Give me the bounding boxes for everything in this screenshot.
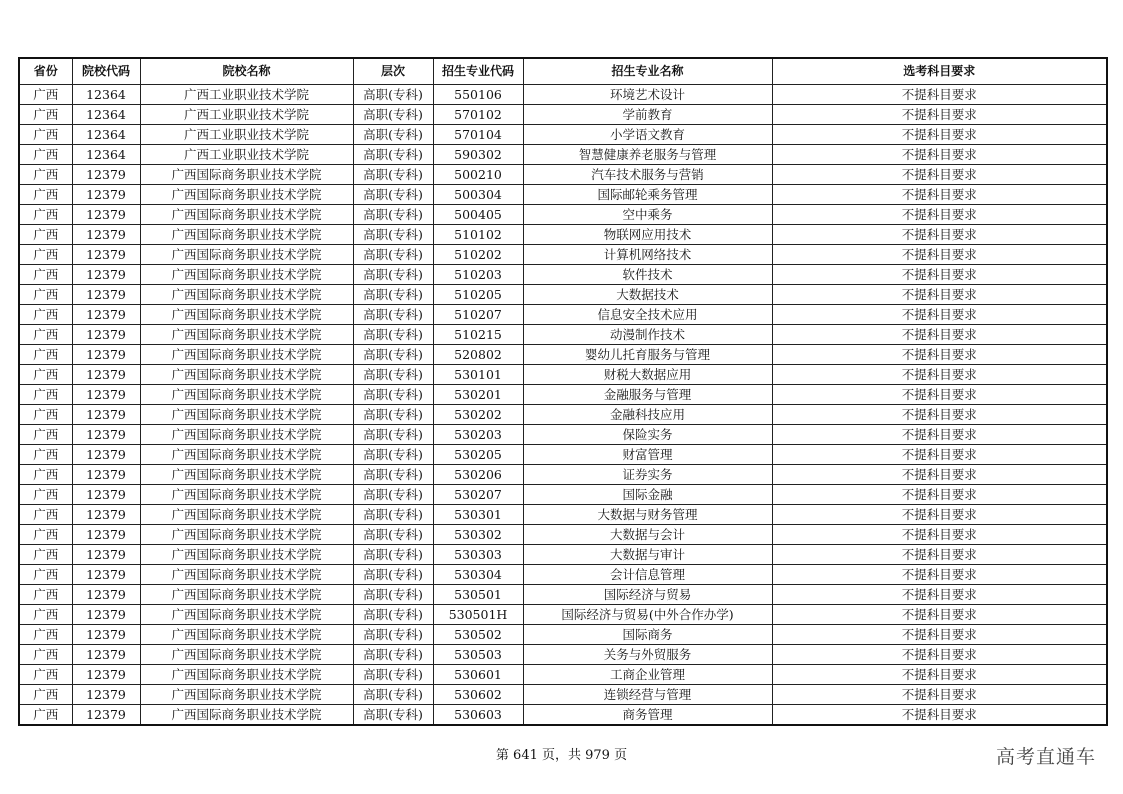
table-row: [19, 445, 1107, 465]
cell-major-name: 信息安全技术应用: [523, 305, 772, 325]
cell-province: 广西: [19, 345, 72, 365]
table-row: [19, 645, 1107, 665]
cell-province: 广西: [19, 705, 72, 726]
cell-province: 广西: [19, 445, 72, 465]
cell-school-code: 12379: [72, 465, 140, 485]
cell-school-code: 12379: [72, 205, 140, 225]
cell-major-code: 520802: [433, 345, 523, 365]
cell-level: 高职(专科): [353, 325, 433, 345]
table-row: [19, 545, 1107, 565]
cell-major-name: 国际经济与贸易(中外合作办学): [523, 605, 772, 625]
table-row: [19, 245, 1107, 265]
cell-subject-requirement: 不提科目要求: [772, 525, 1107, 545]
cell-subject-requirement: 不提科目要求: [772, 145, 1107, 165]
table-row: [19, 365, 1107, 385]
table-row: [19, 265, 1107, 285]
cell-level: 高职(专科): [353, 485, 433, 505]
cell-level: 高职(专科): [353, 665, 433, 685]
cell-level: 高职(专科): [353, 625, 433, 645]
cell-subject-requirement: 不提科目要求: [772, 485, 1107, 505]
page-number: 第 641 页，共 979 页: [495, 748, 628, 763]
cell-major-name: 计算机网络技术: [523, 245, 772, 265]
cell-major-name: 环境艺术设计: [523, 85, 772, 105]
cell-province: 广西: [19, 465, 72, 485]
cell-school-name: 广西工业职业技术学院: [140, 85, 353, 105]
cell-level: 高职(专科): [353, 645, 433, 665]
cell-school-code: 12379: [72, 325, 140, 345]
cell-province: 广西: [19, 525, 72, 545]
table-row: [19, 425, 1107, 445]
cell-major-code: 570102: [433, 105, 523, 125]
cell-subject-requirement: 不提科目要求: [772, 205, 1107, 225]
cell-school-name: 广西国际商务职业技术学院: [140, 265, 353, 285]
cell-subject-requirement: 不提科目要求: [772, 645, 1107, 665]
table-row: [19, 285, 1107, 305]
cell-subject-requirement: 不提科目要求: [772, 685, 1107, 705]
cell-level: 高职(专科): [353, 685, 433, 705]
cell-subject-requirement: 不提科目要求: [772, 225, 1107, 245]
cell-school-code: 12379: [72, 485, 140, 505]
table-row: [19, 705, 1107, 726]
cell-level: 高职(专科): [353, 705, 433, 726]
cell-level: 高职(专科): [353, 285, 433, 305]
cell-level: 高职(专科): [353, 245, 433, 265]
cell-school-code: 12379: [72, 225, 140, 245]
cell-province: 广西: [19, 625, 72, 645]
table-row: [19, 165, 1107, 185]
cell-school-code: 12379: [72, 285, 140, 305]
cell-school-code: 12379: [72, 445, 140, 465]
cell-major-name: 汽车技术服务与营销: [523, 165, 772, 185]
cell-province: 广西: [19, 205, 72, 225]
cell-school-name: 广西国际商务职业技术学院: [140, 565, 353, 585]
cell-subject-requirement: 不提科目要求: [772, 85, 1107, 105]
cell-major-name: 金融服务与管理: [523, 385, 772, 405]
table-row: [19, 625, 1107, 645]
cell-school-name: 广西国际商务职业技术学院: [140, 545, 353, 565]
table-row: [19, 105, 1107, 125]
cell-major-name: 财富管理: [523, 445, 772, 465]
cell-level: 高职(专科): [353, 165, 433, 185]
cell-subject-requirement: 不提科目要求: [772, 605, 1107, 625]
cell-school-code: 12364: [72, 105, 140, 125]
cell-school-code: 12379: [72, 365, 140, 385]
table-row: [19, 85, 1107, 105]
cell-major-code: 530207: [433, 485, 523, 505]
cell-major-name: 大数据与会计: [523, 525, 772, 545]
cell-level: 高职(专科): [353, 525, 433, 545]
cell-subject-requirement: 不提科目要求: [772, 325, 1107, 345]
cell-major-code: 530501: [433, 585, 523, 605]
cell-major-code: 530603: [433, 705, 523, 726]
cell-province: 广西: [19, 385, 72, 405]
table-row: [19, 485, 1107, 505]
cell-school-name: 广西国际商务职业技术学院: [140, 245, 353, 265]
cell-subject-requirement: 不提科目要求: [772, 165, 1107, 185]
cell-level: 高职(专科): [353, 425, 433, 445]
cell-province: 广西: [19, 585, 72, 605]
cell-province: 广西: [19, 565, 72, 585]
cell-subject-requirement: 不提科目要求: [772, 345, 1107, 365]
cell-level: 高职(专科): [353, 545, 433, 565]
table-row: [19, 525, 1107, 545]
cell-major-name: 连锁经营与管理: [523, 685, 772, 705]
cell-major-code: 510215: [433, 325, 523, 345]
cell-subject-requirement: 不提科目要求: [772, 705, 1107, 726]
cell-major-name: 物联网应用技术: [523, 225, 772, 245]
cell-level: 高职(专科): [353, 445, 433, 465]
table-row: [19, 405, 1107, 425]
cell-major-name: 证券实务: [523, 465, 772, 485]
cell-school-code: 12379: [72, 265, 140, 285]
cell-school-name: 广西国际商务职业技术学院: [140, 665, 353, 685]
cell-level: 高职(专科): [353, 265, 433, 285]
cell-province: 广西: [19, 665, 72, 685]
cell-subject-requirement: 不提科目要求: [772, 405, 1107, 425]
cell-school-name: 广西国际商务职业技术学院: [140, 225, 353, 245]
cell-province: 广西: [19, 165, 72, 185]
cell-major-code: 530202: [433, 405, 523, 425]
cell-school-name: 广西国际商务职业技术学院: [140, 645, 353, 665]
cell-level: 高职(专科): [353, 105, 433, 125]
cell-province: 广西: [19, 505, 72, 525]
cell-province: 广西: [19, 365, 72, 385]
cell-level: 高职(专科): [353, 145, 433, 165]
cell-province: 广西: [19, 605, 72, 625]
cell-major-name: 金融科技应用: [523, 405, 772, 425]
cell-school-name: 广西国际商务职业技术学院: [140, 305, 353, 325]
cell-level: 高职(专科): [353, 125, 433, 145]
cell-major-name: 商务管理: [523, 705, 772, 726]
cell-school-code: 12379: [72, 385, 140, 405]
header-province: 省份: [19, 58, 72, 85]
cell-school-name: 广西国际商务职业技术学院: [140, 505, 353, 525]
header-school-name: 院校名称: [140, 58, 353, 85]
cell-major-name: 国际邮轮乘务管理: [523, 185, 772, 205]
cell-province: 广西: [19, 325, 72, 345]
cell-major-name: 工商企业管理: [523, 665, 772, 685]
cell-level: 高职(专科): [353, 225, 433, 245]
table-row: [19, 345, 1107, 365]
header-subject-requirement: 选考科目要求: [772, 58, 1107, 85]
cell-province: 广西: [19, 85, 72, 105]
cell-level: 高职(专科): [353, 465, 433, 485]
cell-school-name: 广西国际商务职业技术学院: [140, 385, 353, 405]
cell-school-code: 12379: [72, 525, 140, 545]
cell-level: 高职(专科): [353, 505, 433, 525]
cell-province: 广西: [19, 425, 72, 445]
cell-school-code: 12379: [72, 665, 140, 685]
cell-major-code: 530602: [433, 685, 523, 705]
cell-school-code: 12379: [72, 185, 140, 205]
cell-subject-requirement: 不提科目要求: [772, 125, 1107, 145]
cell-school-code: 12379: [72, 245, 140, 265]
cell-province: 广西: [19, 285, 72, 305]
cell-province: 广西: [19, 685, 72, 705]
cell-school-code: 12379: [72, 345, 140, 365]
cell-subject-requirement: 不提科目要求: [772, 285, 1107, 305]
cell-major-code: 510205: [433, 285, 523, 305]
table-row: [19, 605, 1107, 625]
cell-school-name: 广西工业职业技术学院: [140, 105, 353, 125]
cell-school-name: 广西国际商务职业技术学院: [140, 685, 353, 705]
cell-subject-requirement: 不提科目要求: [772, 425, 1107, 445]
cell-subject-requirement: 不提科目要求: [772, 105, 1107, 125]
cell-major-name: 动漫制作技术: [523, 325, 772, 345]
cell-level: 高职(专科): [353, 385, 433, 405]
cell-subject-requirement: 不提科目要求: [772, 365, 1107, 385]
table-row: [19, 665, 1107, 685]
cell-province: 广西: [19, 225, 72, 245]
cell-major-name: 小学语文教育: [523, 125, 772, 145]
cell-subject-requirement: 不提科目要求: [772, 585, 1107, 605]
cell-level: 高职(专科): [353, 205, 433, 225]
cell-province: 广西: [19, 485, 72, 505]
cell-major-code: 500405: [433, 205, 523, 225]
cell-major-code: 510102: [433, 225, 523, 245]
table-row: [19, 465, 1107, 485]
cell-school-code: 12379: [72, 505, 140, 525]
cell-major-name: 大数据与财务管理: [523, 505, 772, 525]
table-row: [19, 565, 1107, 585]
table-row: [19, 585, 1107, 605]
cell-major-code: 530301: [433, 505, 523, 525]
cell-major-code: 530203: [433, 425, 523, 445]
cell-major-code: 530601: [433, 665, 523, 685]
cell-major-code: 530206: [433, 465, 523, 485]
table-row: [19, 225, 1107, 245]
cell-level: 高职(专科): [353, 565, 433, 585]
cell-major-name: 软件技术: [523, 265, 772, 285]
table-row: [19, 205, 1107, 225]
table-row: [19, 125, 1107, 145]
cell-level: 高职(专科): [353, 305, 433, 325]
cell-major-name: 婴幼儿托育服务与管理: [523, 345, 772, 365]
table-row: [19, 505, 1107, 525]
cell-major-code: 510202: [433, 245, 523, 265]
watermark-logo: 高考直通车: [995, 746, 1096, 768]
header-major-name: 招生专业名称: [523, 58, 772, 85]
cell-major-code: 590302: [433, 145, 523, 165]
cell-level: 高职(专科): [353, 85, 433, 105]
cell-level: 高职(专科): [353, 605, 433, 625]
cell-school-code: 12364: [72, 85, 140, 105]
header-school-code: 院校代码: [72, 58, 140, 85]
cell-school-code: 12379: [72, 625, 140, 645]
cell-school-code: 12379: [72, 565, 140, 585]
cell-province: 广西: [19, 125, 72, 145]
cell-subject-requirement: 不提科目要求: [772, 385, 1107, 405]
cell-school-code: 12379: [72, 685, 140, 705]
cell-major-code: 530503: [433, 645, 523, 665]
cell-subject-requirement: 不提科目要求: [772, 665, 1107, 685]
cell-school-code: 12379: [72, 585, 140, 605]
table-row: [19, 685, 1107, 705]
cell-major-code: 500210: [433, 165, 523, 185]
cell-school-name: 广西国际商务职业技术学院: [140, 405, 353, 425]
cell-school-code: 12379: [72, 645, 140, 665]
cell-school-name: 广西国际商务职业技术学院: [140, 345, 353, 365]
cell-major-name: 财税大数据应用: [523, 365, 772, 385]
table-row: [19, 385, 1107, 405]
cell-level: 高职(专科): [353, 405, 433, 425]
cell-school-code: 12364: [72, 125, 140, 145]
cell-school-name: 广西国际商务职业技术学院: [140, 525, 353, 545]
cell-major-name: 空中乘务: [523, 205, 772, 225]
cell-major-code: 530101: [433, 365, 523, 385]
cell-school-name: 广西国际商务职业技术学院: [140, 705, 353, 726]
cell-subject-requirement: 不提科目要求: [772, 185, 1107, 205]
table-row: [19, 325, 1107, 345]
cell-school-name: 广西国际商务职业技术学院: [140, 585, 353, 605]
cell-subject-requirement: 不提科目要求: [772, 245, 1107, 265]
cell-subject-requirement: 不提科目要求: [772, 545, 1107, 565]
cell-province: 广西: [19, 405, 72, 425]
header-level: 层次: [353, 58, 433, 85]
cell-major-name: 国际经济与贸易: [523, 585, 772, 605]
cell-major-name: 保险实务: [523, 425, 772, 445]
cell-major-code: 510207: [433, 305, 523, 325]
cell-province: 广西: [19, 265, 72, 285]
cell-major-name: 国际金融: [523, 485, 772, 505]
cell-school-name: 广西国际商务职业技术学院: [140, 605, 353, 625]
cell-major-name: 会计信息管理: [523, 565, 772, 585]
cell-level: 高职(专科): [353, 585, 433, 605]
cell-school-name: 广西国际商务职业技术学院: [140, 365, 353, 385]
cell-school-code: 12364: [72, 145, 140, 165]
cell-major-name: 国际商务: [523, 625, 772, 645]
cell-level: 高职(专科): [353, 345, 433, 365]
table-row: [19, 145, 1107, 165]
cell-province: 广西: [19, 145, 72, 165]
cell-school-code: 12379: [72, 405, 140, 425]
admissions-table-container: [18, 57, 1106, 726]
cell-school-name: 广西国际商务职业技术学院: [140, 485, 353, 505]
cell-school-name: 广西国际商务职业技术学院: [140, 425, 353, 445]
cell-subject-requirement: 不提科目要求: [772, 625, 1107, 645]
cell-major-code: 530304: [433, 565, 523, 585]
cell-school-name: 广西国际商务职业技术学院: [140, 185, 353, 205]
cell-level: 高职(专科): [353, 185, 433, 205]
cell-subject-requirement: 不提科目要求: [772, 505, 1107, 525]
cell-major-name: 关务与外贸服务: [523, 645, 772, 665]
cell-major-code: 550106: [433, 85, 523, 105]
cell-major-name: 学前教育: [523, 105, 772, 125]
cell-major-code: 530502: [433, 625, 523, 645]
cell-province: 广西: [19, 245, 72, 265]
cell-school-name: 广西国际商务职业技术学院: [140, 285, 353, 305]
cell-major-name: 智慧健康养老服务与管理: [523, 145, 772, 165]
cell-province: 广西: [19, 545, 72, 565]
cell-province: 广西: [19, 305, 72, 325]
cell-province: 广西: [19, 185, 72, 205]
cell-school-code: 12379: [72, 605, 140, 625]
cell-school-name: 广西工业职业技术学院: [140, 145, 353, 165]
cell-subject-requirement: 不提科目要求: [772, 445, 1107, 465]
cell-school-name: 广西国际商务职业技术学院: [140, 325, 353, 345]
cell-school-name: 广西国际商务职业技术学院: [140, 445, 353, 465]
table-row: [19, 185, 1107, 205]
cell-school-code: 12379: [72, 425, 140, 445]
cell-major-name: 大数据技术: [523, 285, 772, 305]
table-body: [19, 85, 1107, 726]
cell-major-code: 530201: [433, 385, 523, 405]
cell-major-code: 570104: [433, 125, 523, 145]
cell-school-code: 12379: [72, 165, 140, 185]
cell-major-code: 510203: [433, 265, 523, 285]
cell-school-name: 广西国际商务职业技术学院: [140, 205, 353, 225]
cell-major-code: 500304: [433, 185, 523, 205]
cell-major-code: 530303: [433, 545, 523, 565]
cell-school-code: 12379: [72, 705, 140, 726]
cell-school-code: 12379: [72, 545, 140, 565]
cell-major-name: 大数据与审计: [523, 545, 772, 565]
admissions-table: [18, 57, 1108, 726]
cell-school-name: 广西国际商务职业技术学院: [140, 165, 353, 185]
cell-subject-requirement: 不提科目要求: [772, 465, 1107, 485]
cell-school-name: 广西国际商务职业技术学院: [140, 465, 353, 485]
cell-school-code: 12379: [72, 305, 140, 325]
table-header-row: [19, 58, 1107, 85]
cell-school-name: 广西国际商务职业技术学院: [140, 625, 353, 645]
cell-level: 高职(专科): [353, 365, 433, 385]
cell-major-code: 530205: [433, 445, 523, 465]
header-major-code: 招生专业代码: [433, 58, 523, 85]
cell-subject-requirement: 不提科目要求: [772, 265, 1107, 285]
cell-major-code: 530302: [433, 525, 523, 545]
table-row: [19, 305, 1107, 325]
cell-major-code: 530501H: [433, 605, 523, 625]
cell-province: 广西: [19, 105, 72, 125]
cell-province: 广西: [19, 645, 72, 665]
cell-school-name: 广西工业职业技术学院: [140, 125, 353, 145]
cell-subject-requirement: 不提科目要求: [772, 305, 1107, 325]
cell-subject-requirement: 不提科目要求: [772, 565, 1107, 585]
